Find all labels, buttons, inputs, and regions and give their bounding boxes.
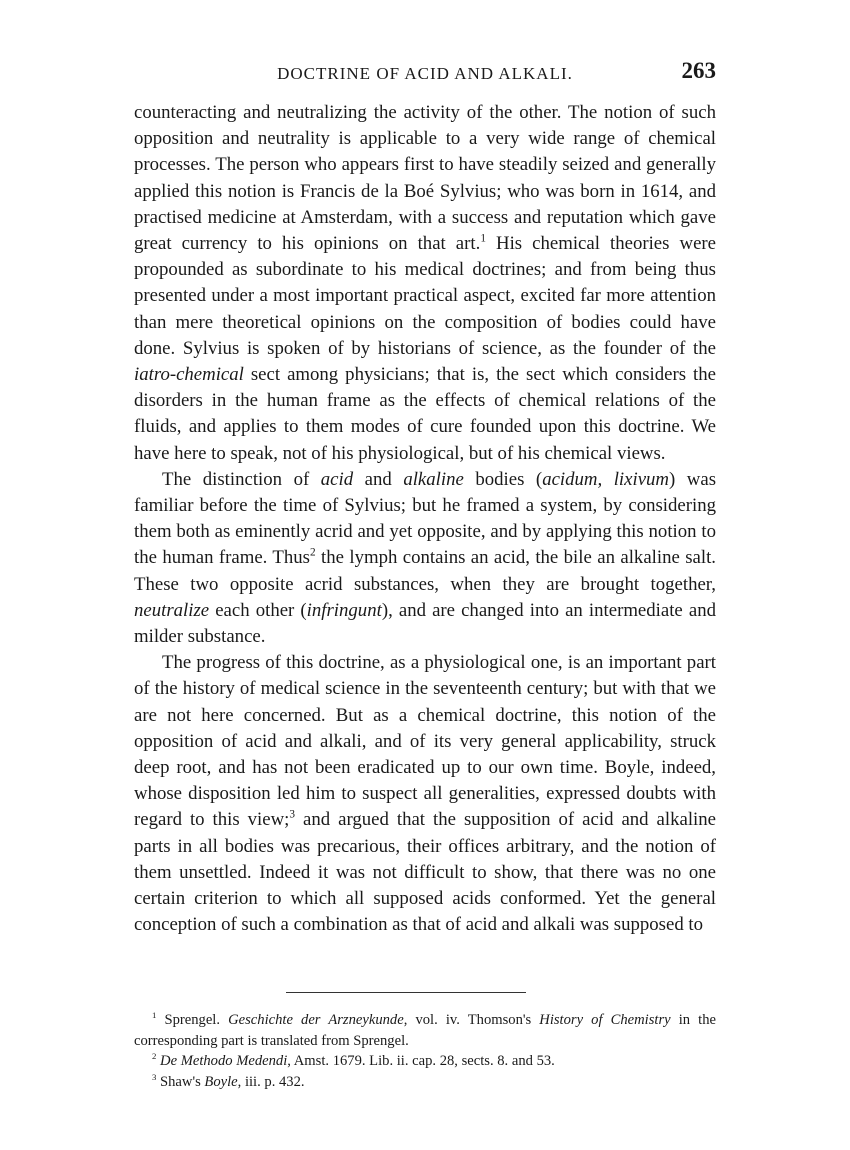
italic-title: History of Chemistry <box>539 1012 671 1028</box>
italic-term: acidum, lixivum <box>542 468 669 490</box>
italic-title: Boyle <box>204 1073 238 1090</box>
footnote-rule <box>286 992 526 993</box>
footnote-mark: 2 <box>152 1051 157 1062</box>
text-run: counteracting and neutralizing the activity of the other. The notion of such opposition and neutrality is applicable to a very wide range of chemical processes. The person who appears first to have steadily seized and generally applied this notion is Francis de la Boé Sylvius; who was born in 1614, and practised medicine at Amsterdam, with a success and reputation which gave great currency to his opinions on that art. <box>134 102 716 255</box>
text-run: each other ( <box>209 599 307 621</box>
italic-term: neutralize <box>134 599 210 621</box>
footnote-1 <box>134 1010 716 1051</box>
footnote-3 <box>134 1072 716 1093</box>
text-run: The distinction of <box>162 468 321 490</box>
text-run: Sprengel. <box>156 1012 229 1028</box>
paragraph-2 <box>134 467 716 650</box>
body-text <box>134 100 716 939</box>
text-run: bodies ( <box>463 468 543 490</box>
text-run: and <box>353 468 404 490</box>
text-run: the lymph contains an acid, the bile an alkaline salt. These two opposite acrid substances, when they are brought together, <box>134 547 716 595</box>
running-head <box>134 58 716 88</box>
text-run: ) was familiar before the time of Sylvius; but he framed a system, by considering them both as eminently acrid and yet opposite, and by applying this notion to the human frame. Thus <box>134 468 716 569</box>
footnote-mark: 1 <box>152 1010 157 1021</box>
page-number: 263 <box>681 58 716 83</box>
footnotes <box>134 1010 716 1092</box>
paragraph-1 <box>134 100 716 467</box>
footnote-ref-2: 2 <box>310 547 316 560</box>
italic-term: alkaline <box>403 468 464 490</box>
text-run: in the corresponding part is translated from Sprengel. <box>134 1012 716 1049</box>
text-run: and argued that the supposition of acid and alkaline parts in all bodies was precarious, their offices arbitrary, and the notion of them unsettled. Indeed it was not difficult to show, that there was no one certain criterion to which all supposed acids conformed. Yet the general conception of such a combination as that of acid and alkali was supposed to <box>134 809 716 936</box>
text-run: , iii. p. 432. <box>237 1073 305 1090</box>
running-title: DOCTRINE OF ACID AND ALKALI. <box>277 64 573 83</box>
italic-term: iatro-chemical <box>134 364 244 386</box>
text-run: , Amst. 1679. Lib. ii. cap. 28, sects. 8. and 53. <box>287 1053 555 1069</box>
text-run: sect among physicians; that is, the sect which considers the disorders in the human frame as the effects of chemical relations of the fluids, and applies to them modes of cure founded upon this doctrine. We have here to speak, not of his physiological, but of his chemical views. <box>134 364 716 464</box>
text-run: His chemical theories were propounded as subordinate to his medical doctrines; and from being thus presented under a most important practical aspect, excited far more attention than mere theoretical opinions on the composition of bodies could have done. Sylvius is spoken of by historians of science, as the founder of the <box>134 233 717 359</box>
footnote-ref-3: 3 <box>289 809 296 822</box>
footnote-mark: 3 <box>152 1071 157 1082</box>
italic-term: infringunt <box>306 599 382 621</box>
italic-title: De Methodo Medendi <box>156 1053 288 1069</box>
text-run: ), and are changed into an intermediate and milder substance. <box>134 599 716 648</box>
footnote-2 <box>134 1051 716 1072</box>
italic-term: acid <box>320 468 354 490</box>
text-run: , vol. iv. Thomson's <box>403 1012 540 1028</box>
paragraph-3 <box>134 650 716 938</box>
italic-title: Geschichte der Arzneykunde <box>228 1012 404 1028</box>
text-run: The progress of this doctrine, as a physiological one, is an important part of the history of medical science in the seventeenth century; but with that we are not here concerned. But as a chemical doctrine, this notion of the opposition of acid and alkali, and of its very general applicability, struck deep root, and has not been eradicated up to our own time. Boyle, indeed, whose disposition led him to suspect all generalities, expressed doubts with regard to this view; <box>134 652 716 831</box>
text-run: Shaw's <box>156 1073 205 1090</box>
footnote-ref-1: 1 <box>480 232 486 245</box>
